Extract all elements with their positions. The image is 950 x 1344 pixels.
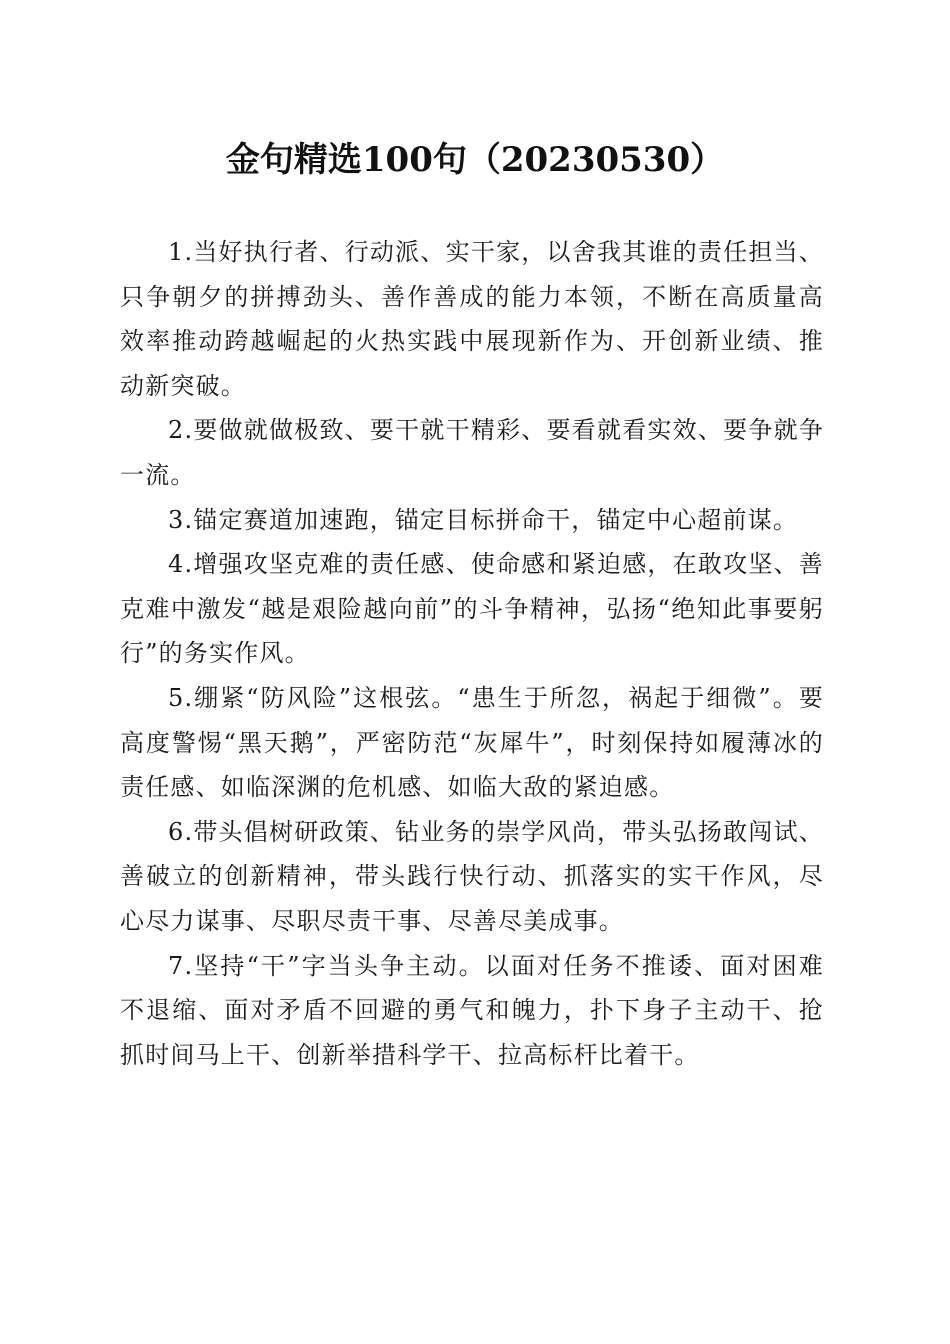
paragraph-2: 2.要做就做极致、要干就干精彩、要看就看实效、要争就争一流。 — [120, 416, 824, 489]
document-body — [120, 230, 824, 1077]
paragraph-1: 1.当好执行者、行动派、实干家，以舍我其谁的责任担当、只争朝夕的拼搏劲头、善作善成的能力本领，不断在高质量高效率推动跨越崛起的火热实践中展现新作为、开创新业绩、推动新突破。 — [120, 238, 824, 400]
paragraph-7: 7.坚持“干”字当头争主动。以面对任务不推诿、面对困难不退缩、面对矛盾不回避的勇气和魄力，扑下身子主动干、抢抓时间马上干、创新举措科学干、拉高标杆比着干。 — [120, 951, 824, 1069]
paragraph-3: 3.锚定赛道加速跑，锚定目标拼命干，锚定中心超前谋。 — [168, 505, 799, 534]
paragraph-4: 4.增强攻坚克难的责任感、使命感和紧迫感，在敢攻坚、善克难中激发“越是艰险越向前”的斗争精神，弘扬“绝知此事要躬行”的务实作风。 — [120, 550, 824, 668]
paragraph-5: 5.绷紧“防风险”这根弦。“患生于所忽，祸起于细微”。要高度警惕“黑天鹅”，严密防范“灰犀牛”，时刻保持如履薄冰的责任感、如临深渊的危机感、如临大敌的紧迫感。 — [120, 683, 824, 802]
document-title: 金句精选100句（20230530） — [225, 140, 725, 180]
paragraph-6: 6.带头倡树研政策、钻业务的崇学风尚，带头弘扬敢闯试、善破立的创新精神，带头践行快行动、抓落实的实干作风，尽心尽力谋事、尽职尽责干事、尽善尽美成事。 — [120, 817, 824, 935]
